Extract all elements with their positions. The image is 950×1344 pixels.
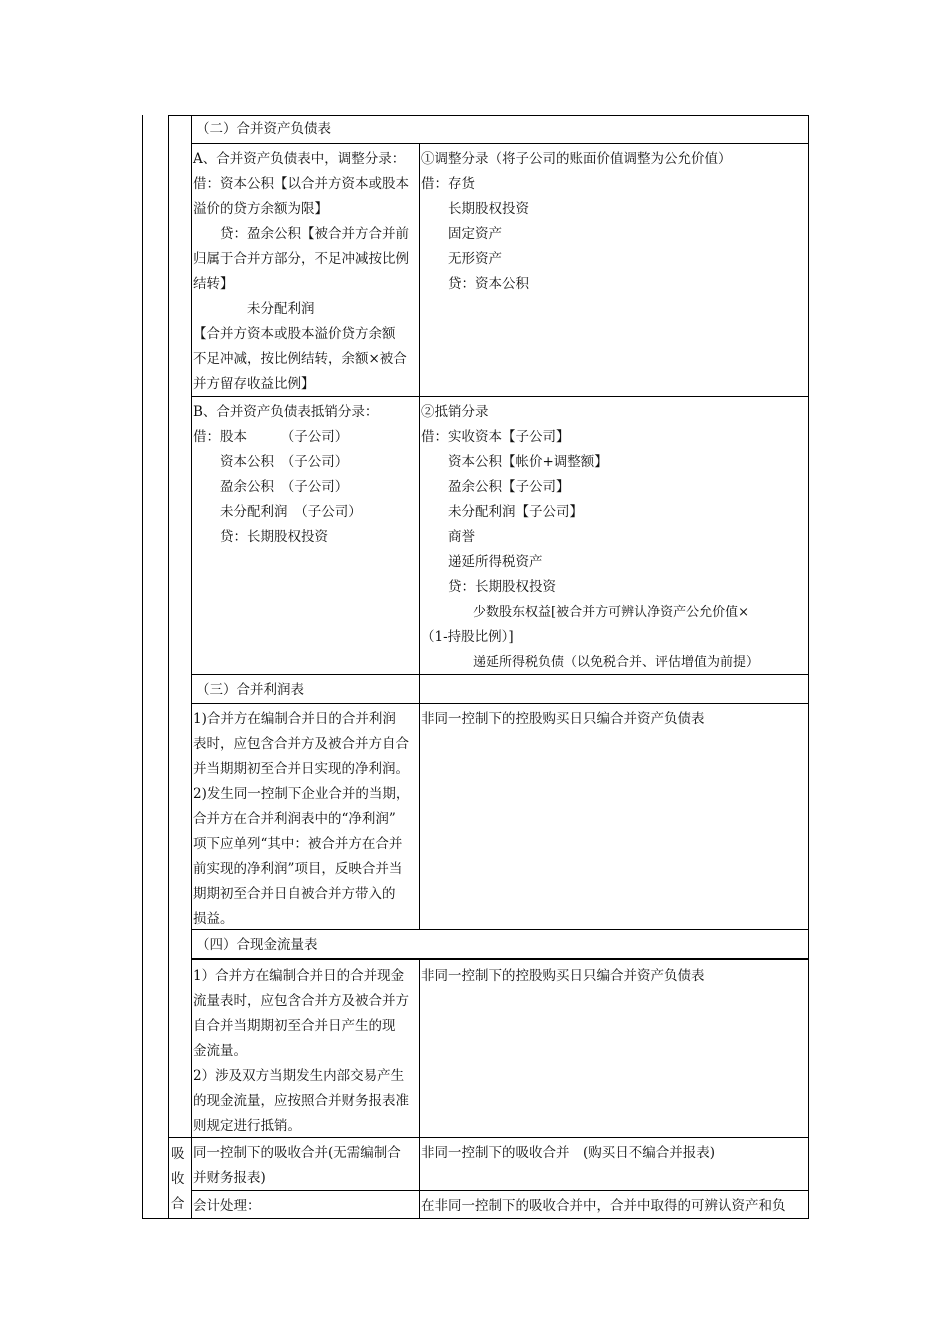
text-line: 递延所得税资产 bbox=[421, 554, 543, 570]
income-statement-right: 非同一控制下的控股购买日只编合并资产负债表 bbox=[421, 711, 705, 727]
column-divider-2 bbox=[191, 115, 192, 1219]
text-line: （1-持股比例）] bbox=[421, 629, 514, 645]
text-line: 溢价的贷方余额为限】 bbox=[193, 201, 328, 217]
text-line: 递延所得税负债（以免税合并、评估增值为前提） bbox=[421, 655, 760, 670]
side-label-char: 合 bbox=[171, 1196, 185, 1212]
text-line: 结转】 bbox=[193, 276, 234, 292]
text-line: A、合并资产负债表中，调整分录： bbox=[193, 151, 406, 167]
text-line: 1）合并方在编制合并日的合并现金 bbox=[193, 968, 405, 984]
text-line: 资本公积【帐价+调整额】 bbox=[421, 454, 608, 470]
text-line: 并当期期初至合并日实现的净利润。 bbox=[193, 761, 409, 777]
text-line: 并方留存收益比例】 bbox=[193, 376, 315, 392]
text-line: 资本公积 （子公司） bbox=[193, 454, 349, 470]
row-line-top bbox=[168, 115, 809, 116]
text-line: 损益。 bbox=[193, 911, 234, 927]
text-line: 长期股权投资 bbox=[421, 201, 529, 217]
text-line: 未分配利润【子公司】 bbox=[421, 504, 583, 520]
table-border-right bbox=[808, 115, 809, 1219]
text-line: 【合并方资本或股本溢价贷方余额 bbox=[193, 326, 396, 342]
text-line: 借：资本公积【以合并方资本或股本 bbox=[193, 176, 409, 192]
text-line: 不足冲减，按比例结转，余额×被合 bbox=[193, 351, 407, 367]
row-line-heading-3 bbox=[191, 703, 809, 704]
text-line: 期期初至合并日自被合并方带入的 bbox=[193, 886, 396, 902]
text-line: 借：股本 （子公司） bbox=[193, 429, 349, 445]
absorption-left-title: 同一控制下的吸收合并(无需编制合 bbox=[193, 1145, 401, 1161]
text-line: 少数股东权益[被合并方可辨认净资产公允价值× bbox=[421, 605, 749, 620]
text-line: 贷：长期股权投资 bbox=[193, 529, 328, 545]
text-line: 归属于合并方部分，不足冲减按比例 bbox=[193, 251, 409, 267]
section-heading-income-statement: （三）合并利润表 bbox=[196, 682, 304, 698]
text-line: 前实现的净利润”项目，反映合并当 bbox=[193, 861, 403, 877]
text-line: 表时，应包含合并方及被合并方自合 bbox=[193, 736, 409, 752]
text-line: ①调整分录（将子公司的账面价值调整为公允价值） bbox=[421, 151, 732, 167]
text-line: 商誉 bbox=[421, 529, 475, 545]
absorption-left-text: 会计处理： bbox=[193, 1198, 261, 1214]
row-line-absorption bbox=[191, 1190, 809, 1191]
section-heading-cash-flow: （四）合现金流量表 bbox=[196, 937, 318, 953]
text-line: 固定资产 bbox=[421, 226, 502, 242]
row-line-heading-4 bbox=[191, 958, 809, 960]
text-line: 未分配利润 （子公司） bbox=[193, 504, 362, 520]
text-line: 无形资产 bbox=[421, 251, 502, 267]
text-line: 金流量。 bbox=[193, 1043, 247, 1059]
text-line: 则规定进行抵销。 bbox=[193, 1118, 301, 1134]
section-heading-balance-sheet: （二）合并资产负债表 bbox=[196, 121, 331, 137]
text-line: 贷：长期股权投资 bbox=[421, 579, 556, 595]
text-line: 项下应单列“其中：被合并方在合并 bbox=[193, 836, 403, 852]
text-line: 盈余公积 （子公司） bbox=[193, 479, 349, 495]
text-line: 借：存货 bbox=[421, 176, 475, 192]
text-line: 自合并当期期初至合并日产生的现 bbox=[193, 1018, 396, 1034]
row-line-heading-2 bbox=[191, 143, 809, 144]
text-line: 合并方在合并利润表中的“净利润” bbox=[193, 811, 396, 827]
text-line: 盈余公积【子公司】 bbox=[421, 479, 570, 495]
absorption-right-text: 在非同一控制下的吸收合并中，合并中取得的可辨认资产和负 bbox=[421, 1198, 786, 1214]
table-border-left bbox=[142, 115, 143, 1219]
text-line: 贷：资本公积 bbox=[421, 276, 529, 292]
row-line-income bbox=[191, 929, 809, 930]
text-line: B、合并资产负债表抵销分录： bbox=[193, 404, 379, 420]
text-line: 2)发生同一控制下企业合并的当期， bbox=[193, 786, 410, 802]
text-line: 未分配利润 bbox=[193, 301, 315, 317]
text-line: 的现金流量，应按照合并财务报表准 bbox=[193, 1093, 409, 1109]
side-label-char: 收 bbox=[171, 1171, 185, 1187]
absorption-left-title: 并财务报表) bbox=[193, 1170, 266, 1186]
text-line: 借：实收资本【子公司】 bbox=[421, 429, 570, 445]
cash-flow-right: 非同一控制下的控股购买日只编合并资产负债表 bbox=[421, 968, 705, 984]
text-line: ②抵销分录 bbox=[421, 404, 489, 420]
absorption-right-title: 非同一控制下的吸收合并 (购买日不编合并报表) bbox=[421, 1145, 716, 1161]
side-label-char: 吸 bbox=[171, 1146, 185, 1162]
column-divider-1 bbox=[168, 115, 169, 1219]
text-line: 1)合并方在编制合并日的合并利润 bbox=[193, 711, 396, 727]
text-line: 贷：盈余公积【被合并方合并前 bbox=[193, 226, 409, 242]
column-divider-middle bbox=[419, 143, 420, 929]
text-line: 2）涉及双方当期发生内部交易产生 bbox=[193, 1068, 405, 1084]
column-divider-middle-2 bbox=[419, 959, 420, 1219]
text-line: 流量表时，应包含合并方及被合并方 bbox=[193, 993, 409, 1009]
